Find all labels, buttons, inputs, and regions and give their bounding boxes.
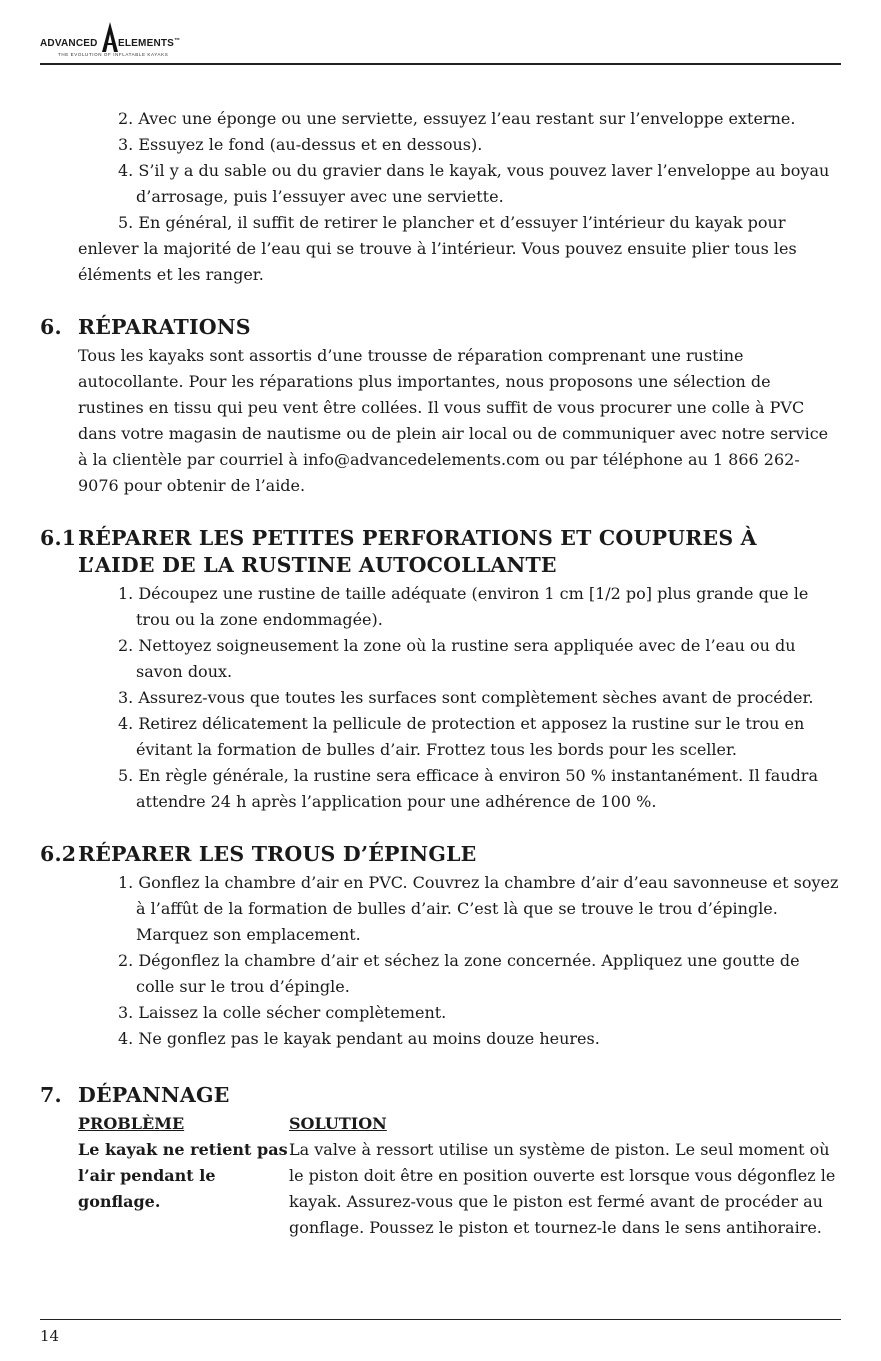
problem-cell: Le kayak ne retient pas l’air pendant le gonflage.: [78, 1140, 288, 1211]
list-item: 2. Nettoyez soigneusement la zone où la rustine sera appliquée avec de l’eau ou du savon doux.: [118, 636, 796, 681]
header-rule: [40, 63, 841, 65]
list-item: 1. Découpez une rustine de taille adéquate (environ 1 cm [1/2 po] plus grande que le trou ou la zone endommagée).: [118, 584, 809, 629]
cleaning-paragraph: 5. En général, il suffit de retirer le plancher et d’essuyer l’intérieur du kayak pour enlever la majorité de l’eau qui se trouve à l’intérieur. Vous pouvez ensuite plier tous les éléments et les ranger.: [78, 213, 797, 284]
section-number: 6.2: [40, 842, 77, 866]
list-item: 2. Avec une éponge ou une serviette, essuyez l’eau restant sur l’enveloppe externe.: [118, 109, 796, 128]
problem-column-header: PROBLÈME: [78, 1114, 185, 1133]
logo-tagline: THE EVOLUTION OF INFLATABLE KAYAKS: [58, 52, 169, 57]
section-heading-6-1: [40, 525, 840, 579]
footer-rule: [40, 1319, 841, 1320]
section-6-body: Tous les kayaks sont assortis d’une trousse de réparation comprenant une rustine autocollante. Pour les réparations plus importantes, nous proposons une sélection de rustines en tissu qui peu vent être collées. Il vous suffit de vous procurer une colle à PVC dans votre magasin de nautisme ou de plein air local ou de communiquer avec notre service à la clientèle par courriel à info@advancedelements.com ou par téléphone au 1 866 262-9076 pour obtenir de l’aide.: [78, 346, 829, 495]
brand-logo: [40, 22, 180, 60]
list-item: 5. En règle générale, la rustine sera efficace à environ 50 % instantanément. Il faudra attendre 24 h après l’application pour une adhérence de 100 %.: [118, 766, 818, 811]
section-heading-6-2: [40, 841, 840, 868]
section-number: 7.: [40, 1083, 62, 1107]
section-title: RÉPARATIONS: [78, 315, 251, 339]
list-item: 3. Essuyez le fond (au-dessus et en dessous).: [118, 135, 483, 154]
section-heading-7: [40, 1082, 840, 1109]
list-item: 3. Assurez-vous que toutes les surfaces sont complètement sèches avant de procéder.: [118, 688, 814, 707]
list-item: 4. Retirez délicatement la pellicule de protection et apposez la rustine sur le trou en évitant la formation de bulles d’air. Frottez tous les bords pour les sceller.: [118, 714, 805, 759]
logo-a-icon: [102, 22, 118, 52]
page-number: 14: [40, 1327, 60, 1345]
section-heading-6: [40, 314, 840, 341]
section-title: RÉPARER LES PETITES PERFORATIONS ET COUPURES À L’AIDE DE LA RUSTINE AUTOCOLLANTE: [78, 526, 757, 577]
list-item: 3. Laissez la colle sécher complètement.: [118, 1003, 447, 1022]
page-content: [40, 106, 840, 1241]
section-number: 6.: [40, 315, 62, 339]
solution-column-header: SOLUTION: [289, 1114, 387, 1133]
page-header: [40, 22, 840, 64]
troubleshooting-header-row: [40, 1111, 840, 1137]
logo-word-right: ELEMENTS™: [118, 38, 181, 49]
list-item: 4. S’il y a du sable ou du gravier dans le kayak, vous pouvez laver l’enveloppe au boyau d’arrosage, puis l’essuyer avec une serviette.: [118, 161, 830, 206]
logo-word-left: ADVANCED: [40, 38, 98, 49]
list-item: 2. Dégonflez la chambre d’air et séchez la zone concernée. Appliquez une goutte de colle sur le trou d’épingle.: [118, 951, 800, 996]
section-title: DÉPANNAGE: [78, 1083, 230, 1107]
list-item: 1. Gonflez la chambre d’air en PVC. Couvrez la chambre d’air d’eau savonneuse et soyez à l’affût de la formation de bulles d’air. C’est là que se trouve le trou d’épingle. Marquez son emplacement.: [118, 873, 839, 944]
troubleshooting-row: [40, 1137, 840, 1241]
section-title: RÉPARER LES TROUS D’ÉPINGLE: [78, 842, 477, 866]
list-item: 4. Ne gonflez pas le kayak pendant au moins douze heures.: [118, 1029, 600, 1048]
section-number: 6.1: [40, 526, 77, 550]
solution-cell: La valve à ressort utilise un système de piston. Le seul moment où le piston doit être en position ouverte est lorsque vous dégonflez le kayak. Assurez-vous que le piston est fermé avant de procéder au gonflage. Poussez le piston et tournez-le dans le sens antihoraire.: [289, 1140, 836, 1237]
